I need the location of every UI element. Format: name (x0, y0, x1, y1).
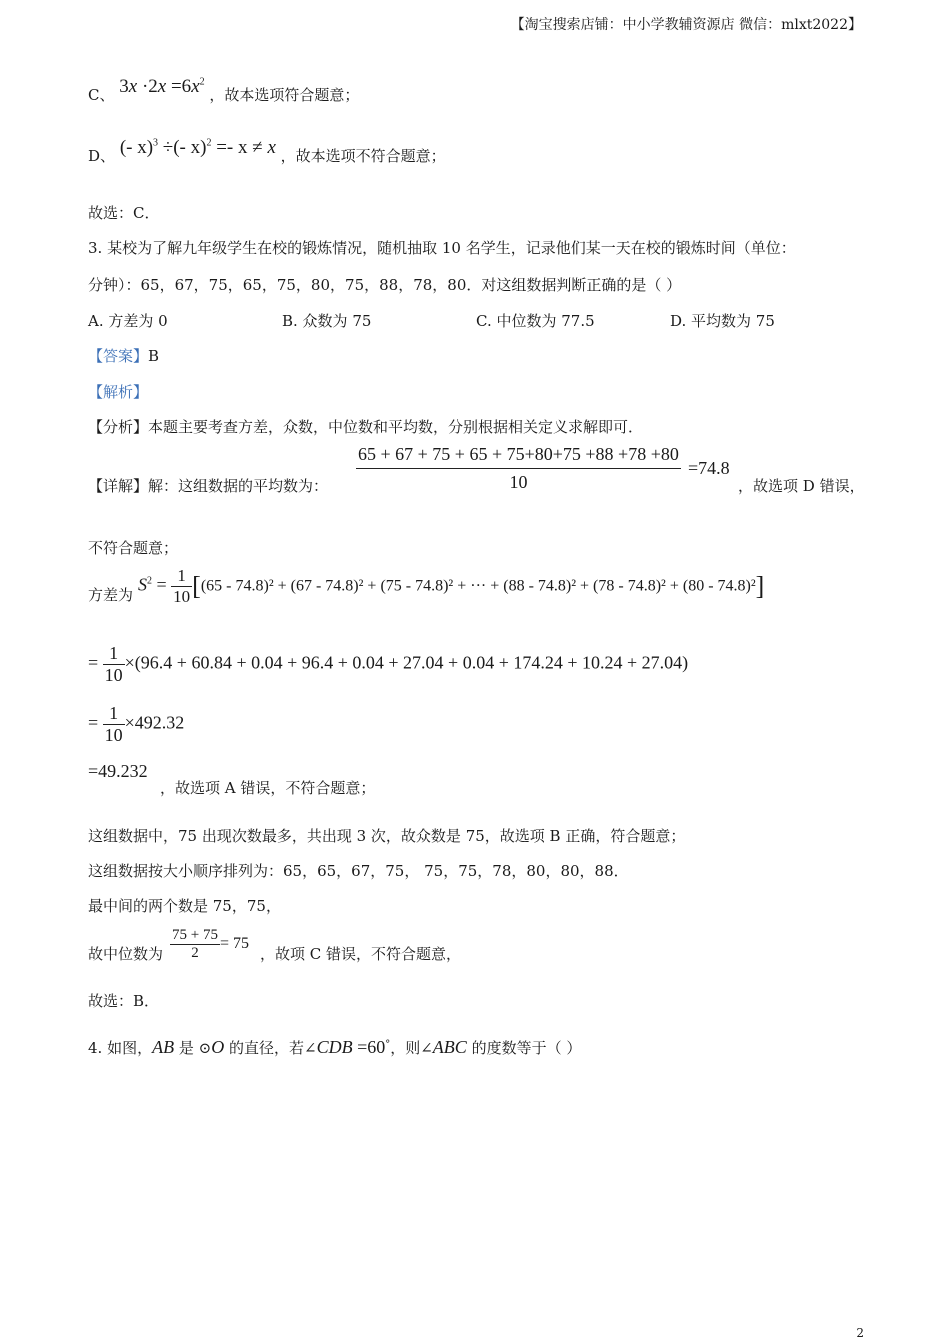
option-c-note: ，故本选项符合题意； (209, 86, 360, 104)
analysis-summary: 【分析】本题主要考查方差，众数，中位数和平均数，分别根据相关定义求解即可． (88, 418, 644, 436)
variance-note: ，故选项 A 错误，不符合题意； (160, 779, 376, 797)
option-c-line (88, 76, 360, 106)
median-prefix: 故中位数为 (88, 945, 164, 963)
variance-step2: = $\frac{1}{10}$ ×492.32 (88, 703, 185, 745)
variance-result: =49.232 (88, 761, 148, 781)
variance-step1-sum: ×(96.4 + 60.84 + 0.04 + 96.4 + 0.04 + 27.04 + 0.04 + 174.24 + 10.24 + 27.04) (124, 652, 689, 673)
variance-label: 方差为 (88, 586, 134, 604)
median-fraction (170, 927, 249, 962)
median-numerator: 75 + 75 (172, 927, 218, 943)
option-d-note: ，故本选项不符合题意； (280, 147, 446, 165)
mean-denominator: 10 (356, 468, 681, 493)
circle-symbol: ⊙ (198, 1039, 212, 1057)
q3-option-c: C. 中位数为 77.5 (476, 312, 595, 330)
mean-result: =74.8 (688, 458, 730, 478)
answer-tag: 【答案】 (88, 347, 149, 365)
option-d-label: D、 (88, 147, 116, 165)
page-number: 2 (856, 1326, 864, 1340)
option-c-label: C、 (88, 86, 115, 104)
variance-symbol: S (138, 574, 147, 595)
answer-value: B (148, 347, 160, 365)
detail-prefix: 【详解】解：这组数据的平均数为： (88, 477, 329, 495)
q3-option-b: B. 众数为 75 (282, 312, 372, 330)
q2-answer: 故选：C． (88, 204, 160, 222)
option-d-expression: (- x)$^3$ ÷(- x)$^2$ =- x ≠ x (119, 137, 276, 158)
q3-option-d: D. 平均数为 75 (670, 312, 775, 330)
page-header: 【淘宝搜索店铺：中小学教辅资源店 微信：mlxt2022】 (510, 17, 862, 33)
option-c-expression: $3x \cdot 2x =6x^2$ (119, 76, 205, 97)
median-result: = 75 (219, 934, 249, 952)
option-d-line (88, 137, 446, 167)
mean-fraction (356, 444, 681, 493)
q4-stem: 4. 如图，AB 是 ⊙O 的直径，若∠CDB =60°，则∠ABC 的度数等于（ ） (88, 1037, 582, 1057)
sorted-line: 这组数据按大小顺序排列为：65，65，67，75， 75，75，78，80，80，88． (88, 862, 629, 880)
mode-line: 这组数据中，75 出现次数最多，共出现 3 次，故众数是 75，故选项 B 正确，符合题意； (88, 827, 686, 845)
detail-line2: 不符合题意； (88, 539, 179, 557)
q3-stem-line2: 分钟）：65，67，75，65，75，80，75，88，78，80．对这组数据判断正确的是（ ） (88, 276, 682, 294)
variance-step2-total: ×492.32 (124, 712, 185, 733)
middle-line: 最中间的两个数是 75，75， (88, 897, 281, 915)
median-note: ，故项 C 错误，不符合题意， (260, 945, 462, 963)
variance-formula: $S^2$ = $\frac{1}{10}$ [(65 - 74.8)² + (67 - 74.8)² + (75 - 74.8)² + ··· + (88 - 74.8)² + (78 - 74.8)² + (80 - 74.8)²] (138, 566, 765, 606)
variance-step1: = $\frac{1}{10}$ ×(96.4 + 60.84 + 0.04 + 96.4 + 0.04 + 27.04 + 0.04 + 174.24 + 10.24 + 27.04) (88, 643, 689, 685)
mean-numerator: 65 + 67 + 75 + 65 + 75+80+75 +88 +78 +80 (358, 444, 679, 464)
q3-final-answer: 故选：B． (88, 992, 160, 1010)
answer-line (88, 345, 159, 366)
variance-terms: (65 - 74.8)² + (67 - 74.8)² + (75 - 74.8)² + ··· + (88 - 74.8)² + (78 - 74.8)² + (80 - 74.8)² (200, 577, 756, 595)
q3-stem-line1: 3. 某校为了解九年级学生在校的锻炼情况，随机抽取 10 名学生，记录他们某一天在校的锻炼时间（单位： (88, 239, 796, 257)
mean-note: ，故选项 D 错误， (738, 477, 865, 495)
q3-option-a: A. 方差为 0 (88, 312, 168, 330)
median-denominator: 2 (170, 944, 220, 962)
analysis-tag: 【解析】 (88, 383, 149, 401)
